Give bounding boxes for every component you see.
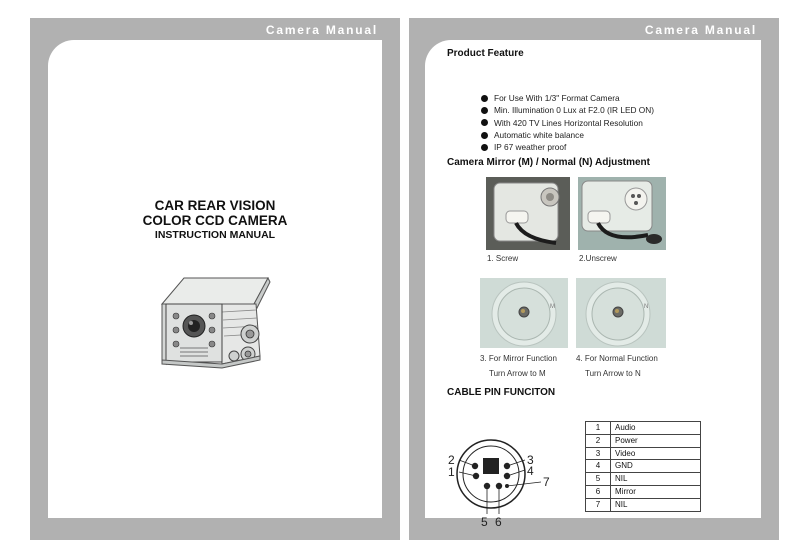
feature-list <box>481 92 654 153</box>
feature-item: IP 67 weather proof <box>481 141 654 153</box>
table-row: 5 NIL <box>586 473 701 486</box>
product-feature-title: Product Feature <box>447 48 524 59</box>
title-line-1: CAR REAR VISION <box>154 198 276 213</box>
table-row: 7 NIL <box>586 498 701 511</box>
caption-step-1: 1. Screw <box>487 254 519 263</box>
svg-text:N: N <box>644 304 649 310</box>
caption-step-4: 4. For Normal Function <box>576 354 658 363</box>
right-sheet <box>425 40 761 528</box>
title-line-2: COLOR CCD CAMERA <box>142 213 288 228</box>
left-page <box>30 18 400 540</box>
pin-label-1: 1 <box>448 465 455 479</box>
photo-normal-function <box>576 278 666 348</box>
left-page-header: Camera Manual <box>265 23 378 37</box>
right-page <box>409 18 779 540</box>
cable-pin-title: CABLE PIN FUNCITON <box>447 387 556 398</box>
mirror-adjustment-title: Camera Mirror (M) / Normal (N) Adjustment <box>447 157 650 168</box>
feature-item: Automatic white balance <box>481 129 654 141</box>
cover-title <box>48 198 382 243</box>
table-row: 2 Power <box>586 434 701 447</box>
caption-step-2: 2.Unscrew <box>579 254 617 263</box>
table-row: 1 Audio <box>586 422 701 435</box>
caption-step-4-sub: Turn Arrow to N <box>585 369 641 378</box>
right-page-header: Camera Manual <box>644 23 757 37</box>
feature-item: With 420 TV Lines Horizontal Resolution <box>481 117 654 129</box>
feature-item: Min. Illumination 0 Lux at F2.0 (IR LED ON) <box>481 104 654 116</box>
left-sheet <box>48 40 382 518</box>
pin-label-4: 4 <box>527 464 534 478</box>
pin-label-5: 5 <box>481 515 488 528</box>
feature-item: For Use With 1/3" Format Camera <box>481 92 654 104</box>
table-row: 6 Mirror <box>586 485 701 498</box>
photo-unscrew <box>578 177 666 250</box>
pin-label-7: 7 <box>543 475 550 489</box>
title-line-3: INSTRUCTION MANUAL <box>154 229 276 241</box>
caption-step-3-sub: Turn Arrow to M <box>489 369 546 378</box>
pin-label-6: 6 <box>495 515 502 528</box>
bullet-icon <box>481 144 488 151</box>
table-row: 4 GND <box>586 460 701 473</box>
bullet-icon <box>481 132 488 139</box>
bullet-icon <box>481 95 488 102</box>
pin-label-3: 3 <box>527 453 534 467</box>
bullet-icon <box>481 107 488 114</box>
connector-pin-diagram <box>445 428 565 528</box>
svg-text:M: M <box>550 304 555 310</box>
pin-function-table <box>585 421 701 512</box>
caption-step-3: 3. For Mirror Function <box>480 354 557 363</box>
rear-camera-illustration <box>156 252 274 382</box>
pin-label-2: 2 <box>448 453 455 467</box>
bullet-icon <box>481 119 488 126</box>
table-row: 3 Video <box>586 447 701 460</box>
photo-screw <box>486 177 570 250</box>
photo-mirror-function <box>480 278 568 348</box>
